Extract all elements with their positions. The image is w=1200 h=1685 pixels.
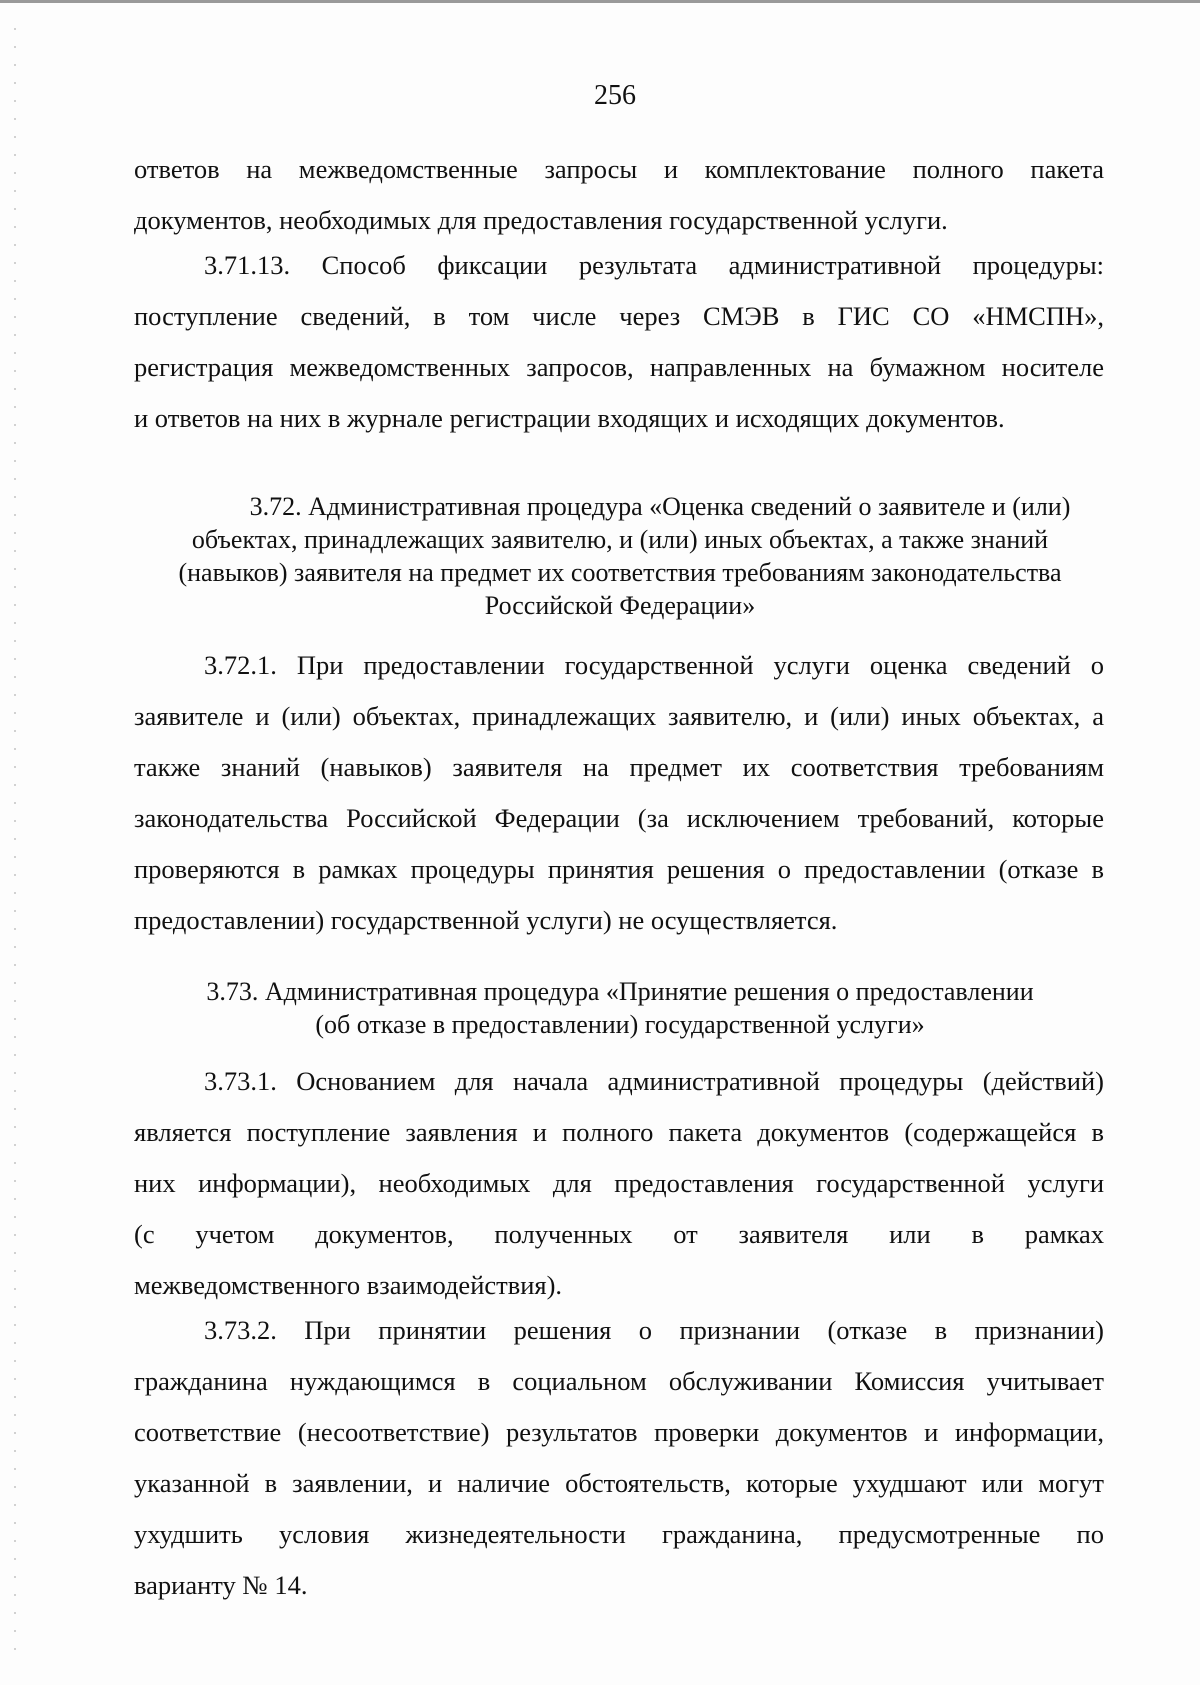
text-line: соответствие (несоответствие) результатов проверки документов и информации, [134,1417,1104,1447]
heading-line: 3.73. Административная процедура «Принятие решения о предоставлении [206,977,1034,1006]
text-line: них информации), необходимых для предоставления государственной услуги [134,1168,1104,1198]
text-line: предоставлении) государственной услуги) не осуществляется. [134,905,838,935]
heading-line: Российской Федерации» [484,591,756,620]
heading-line: (об отказе в предоставлении) государственной услуги» [315,1010,925,1039]
text-line: указанной в заявлении, и наличие обстоятельств, которые ухудшают или могут [134,1468,1104,1498]
text-line: также знаний (навыков) заявителя на предмет их соответствия требованиям [134,752,1104,782]
page-number: 256 [594,80,636,111]
text-line: гражданина нуждающимся в социальном обслуживании Комиссия учитывает [134,1366,1104,1396]
text-line: заявителе и (или) объектах, принадлежащих заявителю, и (или) иных объектах, а [134,701,1104,731]
paragraph-3-72-1 [134,640,1104,946]
section-heading-3-72 [140,490,1100,622]
heading-line: (навыков) заявителя на предмет их соответствия требованиям законодательства [178,558,1062,587]
text-line: документов, необходимых для предоставления государственной услуги. [134,205,948,235]
text-line: (с учетом документов, полученных от заявителя или в рамках [134,1219,1104,1249]
text-line: поступление сведений, в том числе через СМЭВ в ГИС СО «НМСПН», [134,301,1104,331]
text-line: и ответов на них в журнале регистрации входящих и исходящих документов. [134,403,1005,433]
text-line: 3.73.2. При принятии решения о признании (отказе в признании) [204,1315,1104,1345]
text-line: 3.71.13. Способ фиксации результата административной процедуры: [204,250,1104,280]
text-line: является поступление заявления и полного пакета документов (содержащейся в [134,1117,1104,1147]
paragraph-continuation [134,144,1104,246]
text-line: варианту № 14. [134,1570,308,1600]
text-line: 3.73.1. Основанием для начала административной процедуры (действий) [204,1066,1104,1096]
paragraph-3-73-2 [134,1305,1104,1611]
text-line: законодательства Российской Федерации (за исключением требований, которые [134,803,1104,833]
text-line: межведомственного взаимодействия). [134,1270,563,1300]
paragraph-3-73-1 [134,1056,1104,1311]
text-line: 3.72.1. При предоставлении государственной услуги оценка сведений о [204,650,1104,680]
paragraph-3-71-13 [134,240,1104,444]
heading-line: объектах, принадлежащих заявителю, и (или) иных объектах, а также знаний [191,525,1049,554]
text-line: проверяются в рамках процедуры принятия решения о предоставлении (отказе в [134,854,1104,884]
text-line: ответов на межведомственные запросы и комплектование полного пакета [134,154,1104,184]
heading-line: 3.72. Административная процедура «Оценка сведений о заявителе и (или) [249,492,1071,521]
scan-left-margin-dots [14,20,16,1660]
section-heading-3-73 [140,975,1100,1041]
scan-top-edge [0,0,1200,3]
text-line: ухудшить условия жизнедеятельности гражданина, предусмотренные по [134,1519,1104,1549]
text-line: регистрация межведомственных запросов, направленных на бумажном носителе [134,352,1104,382]
